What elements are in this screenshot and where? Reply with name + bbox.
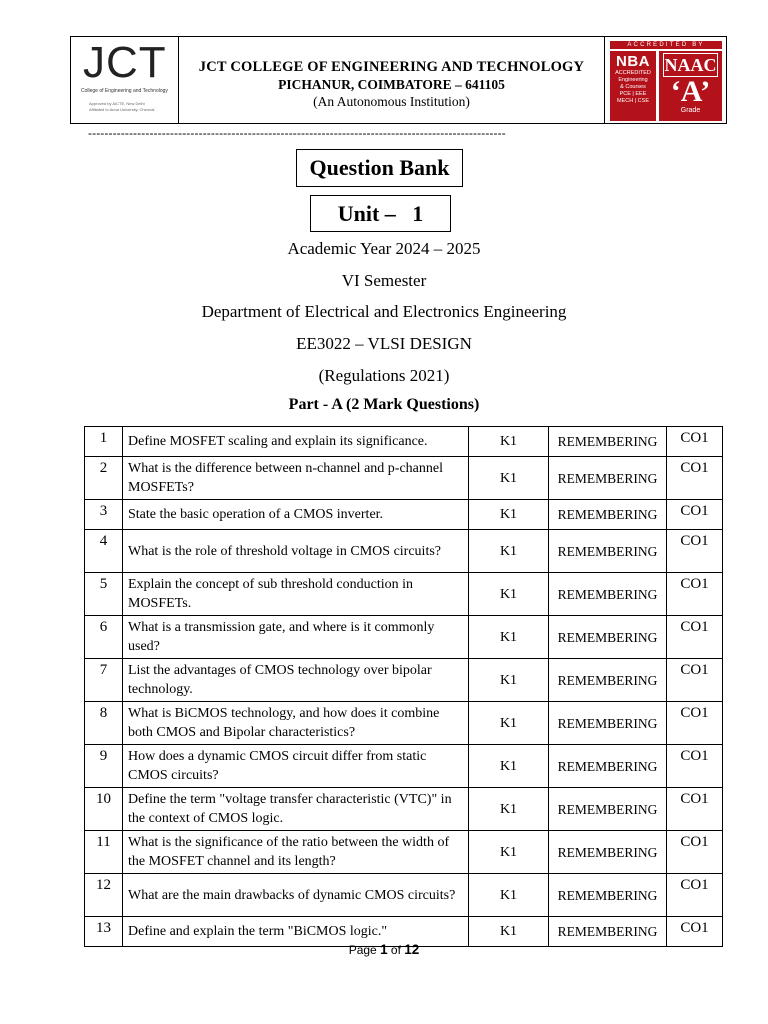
course-outcome: CO1: [667, 788, 723, 831]
knowledge-level: K1: [469, 530, 549, 573]
bloom-level: REMEMBERING: [549, 702, 667, 745]
page-footer: [0, 942, 768, 957]
question-text: List the advantages of CMOS technology over bipolar technology.: [123, 659, 469, 702]
question-number: 6: [85, 616, 123, 659]
bloom-level: REMEMBERING: [549, 788, 667, 831]
logo-subtitle: College of Engineering and Technology: [81, 88, 168, 94]
table-row: [85, 616, 723, 659]
bloom-level: REMEMBERING: [549, 874, 667, 917]
bloom-level: REMEMBERING: [549, 659, 667, 702]
bloom-level: REMEMBERING: [549, 831, 667, 874]
separator-line: ------------------------------------------------------------------------------------------------------: [88, 126, 506, 140]
regulations: (Regulations 2021): [318, 366, 450, 385]
question-number: 3: [85, 500, 123, 530]
college-header: [70, 36, 727, 124]
college-place: PICHANUR, COIMBATORE – 641105: [278, 77, 505, 92]
table-row: [85, 745, 723, 788]
bloom-level: REMEMBERING: [549, 530, 667, 573]
table-row: [85, 500, 723, 530]
naac-badge: [659, 51, 722, 121]
course-outcome: CO1: [667, 831, 723, 874]
academic-year: Academic Year 2024 – 2025: [287, 239, 481, 258]
question-number: 1: [85, 427, 123, 457]
knowledge-level: K1: [469, 427, 549, 457]
accredited-by-strip: ACCREDITED BY: [610, 41, 722, 49]
question-text: Define and explain the term "BiCMOS logic.": [123, 917, 469, 947]
bloom-level: REMEMBERING: [549, 457, 667, 500]
unit-label: Unit – 1: [310, 195, 451, 232]
knowledge-level: K1: [469, 745, 549, 788]
accreditation-badges: [604, 37, 726, 123]
question-text: What are the main drawbacks of dynamic CMOS circuits?: [123, 874, 469, 917]
questions-table: [84, 426, 723, 947]
knowledge-level: K1: [469, 500, 549, 530]
document-title: Question Bank: [296, 149, 463, 187]
knowledge-level: K1: [469, 788, 549, 831]
table-row: [85, 659, 723, 702]
naac-grade-label: Grade: [680, 107, 701, 114]
course-outcome: CO1: [667, 427, 723, 457]
question-text: State the basic operation of a CMOS inverter.: [123, 500, 469, 530]
question-number: 12: [85, 874, 123, 917]
bloom-level: REMEMBERING: [549, 616, 667, 659]
bloom-level: REMEMBERING: [549, 917, 667, 947]
course-outcome: CO1: [667, 573, 723, 616]
question-number: 8: [85, 702, 123, 745]
course-outcome: CO1: [667, 457, 723, 500]
course-outcome: CO1: [667, 917, 723, 947]
question-text: What is the significance of the ratio between the width of the MOSFET channel and its length?: [123, 831, 469, 874]
table-row: [85, 788, 723, 831]
knowledge-level: K1: [469, 659, 549, 702]
college-status: (An Autonomous Institution): [313, 94, 470, 109]
course-outcome: CO1: [667, 745, 723, 788]
course-outcome: CO1: [667, 874, 723, 917]
table-row: [85, 573, 723, 616]
question-text: How does a dynamic CMOS circuit differ from static CMOS circuits?: [123, 745, 469, 788]
table-row: [85, 831, 723, 874]
question-text: What is the role of threshold voltage in CMOS circuits?: [123, 530, 469, 573]
course-outcome: CO1: [667, 616, 723, 659]
naac-grade: ‘A’: [670, 75, 711, 108]
question-number: 13: [85, 917, 123, 947]
college-name: JCT COLLEGE OF ENGINEERING AND TECHNOLOGY: [198, 59, 585, 75]
nba-line: MECH | CSE: [617, 98, 649, 104]
semester: VI Semester: [341, 271, 427, 290]
knowledge-level: K1: [469, 616, 549, 659]
nba-line: Engineering: [618, 77, 648, 83]
question-text: Define MOSFET scaling and explain its significance.: [123, 427, 469, 457]
logo-approval-line-2: Affiliated to Anna University, Chennai: [89, 107, 155, 112]
question-number: 2: [85, 457, 123, 500]
table-row: [85, 530, 723, 573]
knowledge-level: K1: [469, 702, 549, 745]
nba-logo: NBA: [616, 53, 650, 70]
bloom-level: REMEMBERING: [549, 500, 667, 530]
table-row: [85, 427, 723, 457]
question-number: 11: [85, 831, 123, 874]
question-number: 10: [85, 788, 123, 831]
question-text: What is a transmission gate, and where is it commonly used?: [123, 616, 469, 659]
table-row: [85, 702, 723, 745]
college-title-block: [179, 37, 604, 123]
question-text: What is the difference between n-channel and p-channel MOSFETs?: [123, 457, 469, 500]
question-number: 4: [85, 530, 123, 573]
question-text: What is BiCMOS technology, and how does it combine both CMOS and Bipolar characteristics?: [123, 702, 469, 745]
nba-badge: [610, 51, 656, 121]
department: Department of Electrical and Electronics Engineering: [201, 302, 567, 321]
nba-line: & Courses: [620, 84, 646, 90]
page-word: Page: [348, 943, 377, 957]
bloom-level: REMEMBERING: [549, 427, 667, 457]
table-row: [85, 874, 723, 917]
nba-line: PCE | EEE: [619, 91, 647, 97]
logo-approval-line-1: Approved by AICTE, New Delhi: [89, 101, 145, 106]
page-total: 12: [404, 942, 420, 957]
question-number: 7: [85, 659, 123, 702]
course-title: EE3022 – VLSI DESIGN: [296, 334, 472, 353]
knowledge-level: K1: [469, 457, 549, 500]
course-outcome: CO1: [667, 659, 723, 702]
logo-wordmark: JCT: [83, 38, 167, 87]
knowledge-level: K1: [469, 831, 549, 874]
table-row: [85, 457, 723, 500]
naac-word: NAAC: [664, 55, 717, 75]
college-logo: [71, 37, 179, 123]
course-outcome: CO1: [667, 530, 723, 573]
page-of-word: of: [390, 943, 401, 957]
nba-line: ACCREDITED: [615, 70, 651, 76]
bloom-level: REMEMBERING: [549, 745, 667, 788]
question-text: Define the term "voltage transfer characteristic (VTC)" in the context of CMOS logic.: [123, 788, 469, 831]
knowledge-level: K1: [469, 917, 549, 947]
part-heading: Part - A (2 Mark Questions): [288, 396, 480, 413]
course-outcome: CO1: [667, 702, 723, 745]
course-outcome: CO1: [667, 500, 723, 530]
question-number: 5: [85, 573, 123, 616]
knowledge-level: K1: [469, 573, 549, 616]
page-current: 1: [380, 942, 388, 957]
question-number: 9: [85, 745, 123, 788]
bloom-level: REMEMBERING: [549, 573, 667, 616]
knowledge-level: K1: [469, 874, 549, 917]
question-text: Explain the concept of sub threshold conduction in MOSFETs.: [123, 573, 469, 616]
